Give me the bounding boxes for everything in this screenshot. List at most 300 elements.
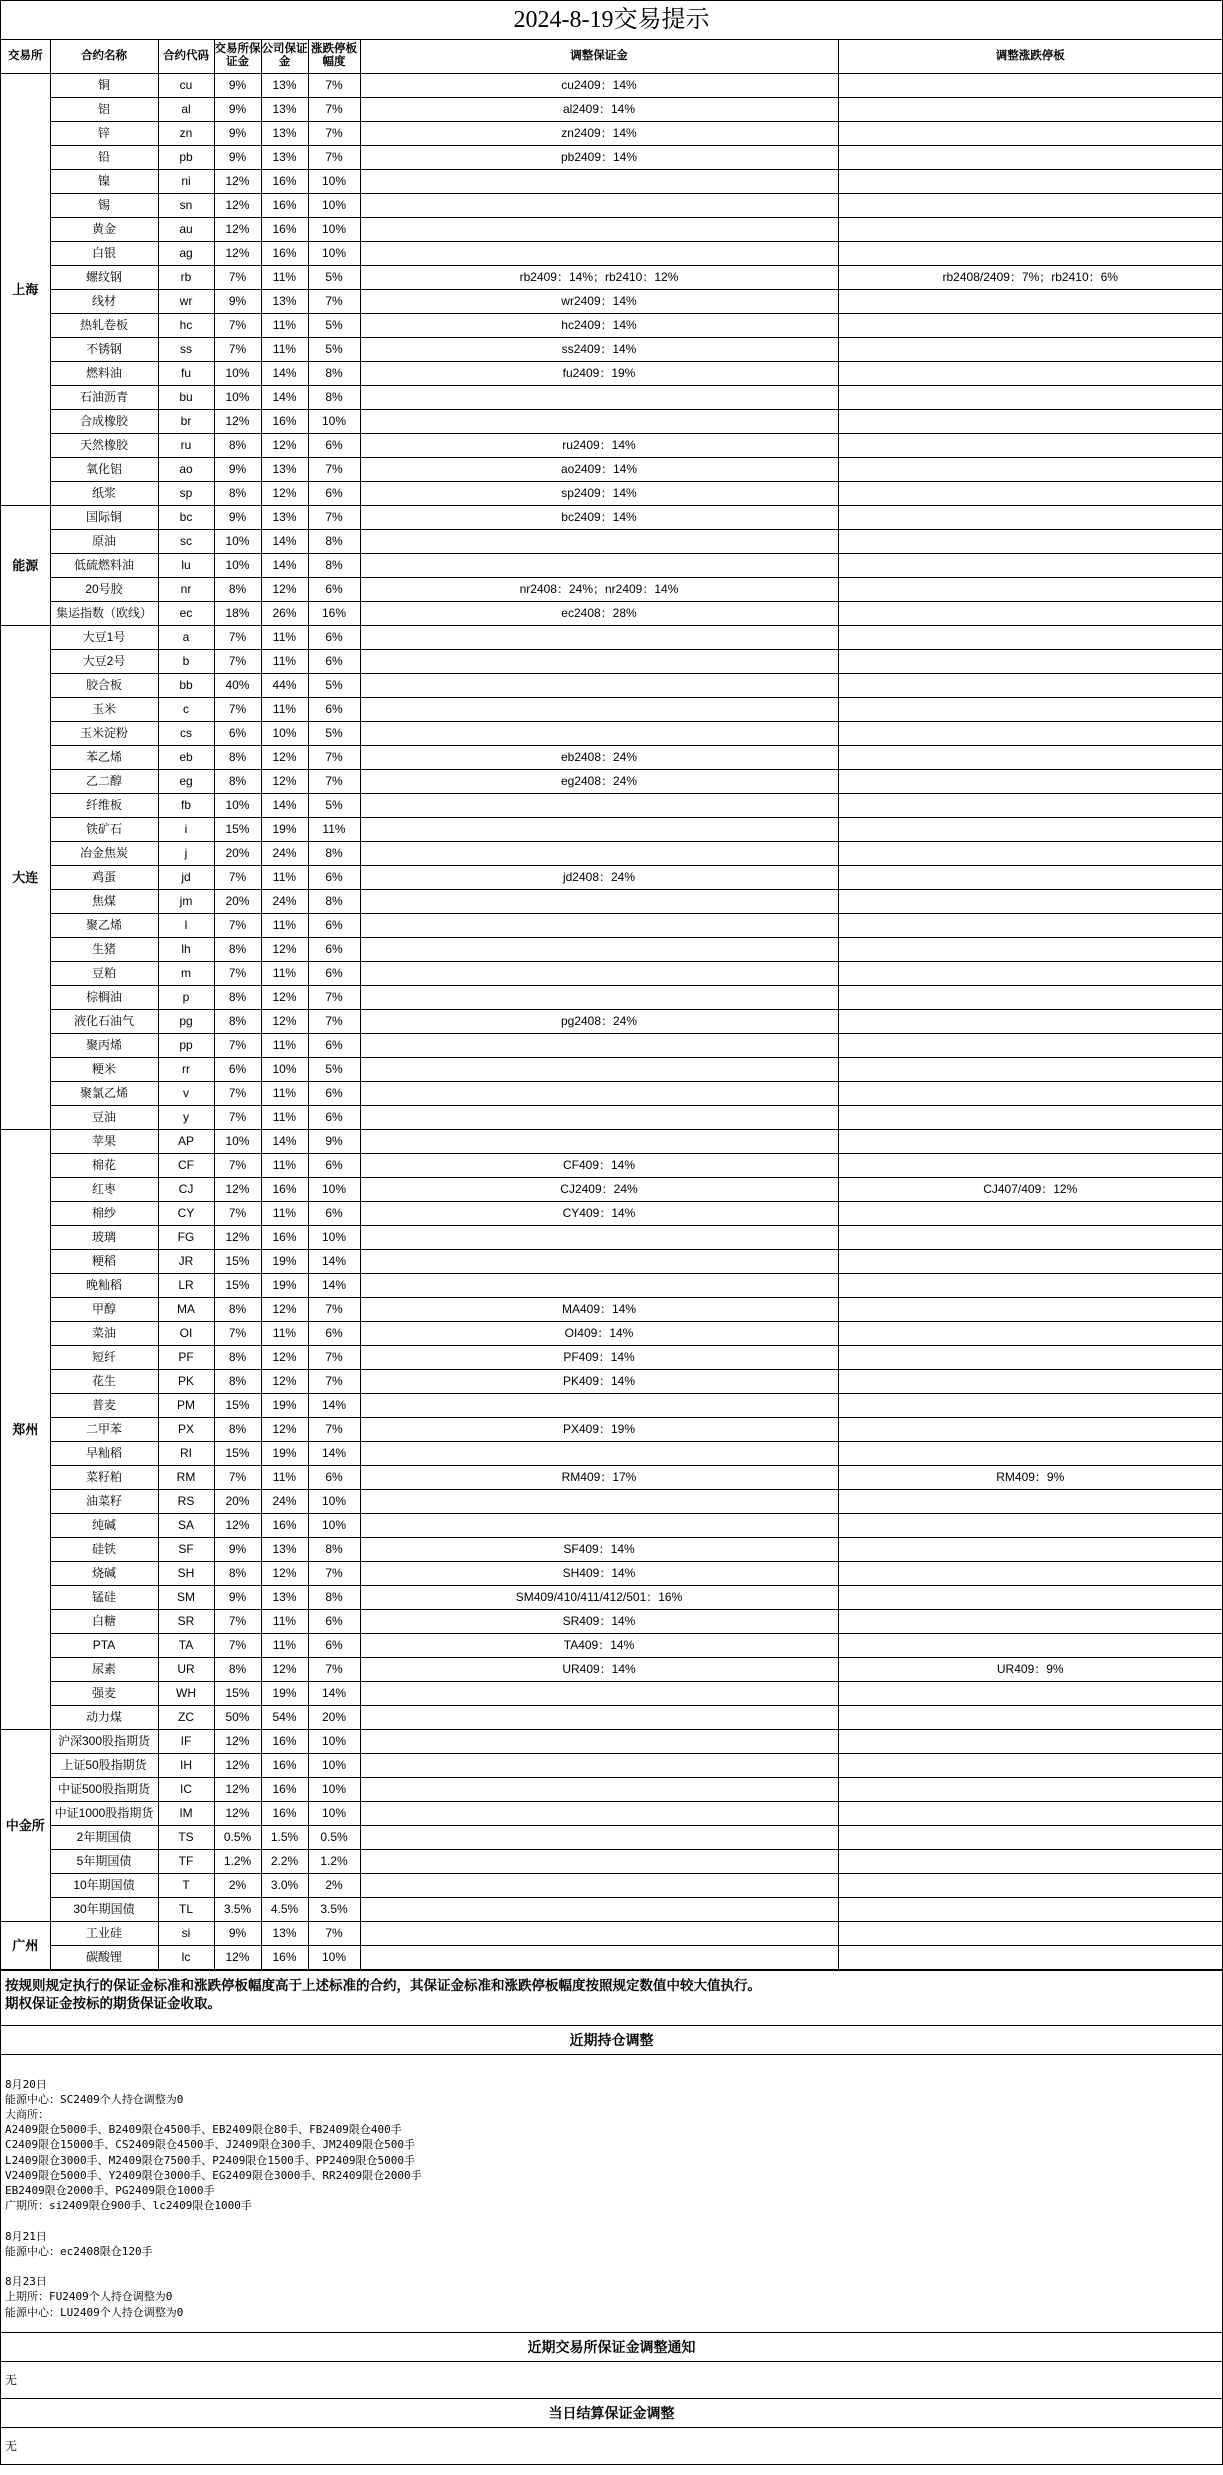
contract-name: 烧碱 — [50, 1561, 158, 1585]
limit-range: 10% — [308, 1753, 360, 1777]
contract-name: 棉纱 — [50, 1201, 158, 1225]
adjusted-limit — [838, 1705, 1222, 1729]
adjusted-limit: CJ407/409：12% — [838, 1177, 1222, 1201]
company-margin: 26% — [261, 601, 308, 625]
company-margin: 12% — [261, 1009, 308, 1033]
table-row — [1, 1297, 1222, 1321]
limit-range: 5% — [308, 793, 360, 817]
table-row — [1, 1105, 1222, 1129]
contract-code: sn — [158, 193, 214, 217]
contract-code: eg — [158, 769, 214, 793]
limit-range: 6% — [308, 1081, 360, 1105]
adjusted-margin: wr2409：14% — [360, 289, 838, 313]
company-margin: 19% — [261, 1393, 308, 1417]
contract-code: MA — [158, 1297, 214, 1321]
contract-name: 集运指数（欧线） — [50, 601, 158, 625]
limit-range: 10% — [308, 1489, 360, 1513]
company-margin: 12% — [261, 1297, 308, 1321]
table-row — [1, 745, 1222, 769]
adjusted-margin — [360, 241, 838, 265]
limit-range: 5% — [308, 265, 360, 289]
exchange-name: 上海 — [1, 73, 50, 505]
company-margin: 12% — [261, 481, 308, 505]
adjusted-limit — [838, 1369, 1222, 1393]
exchange-margin: 6% — [214, 721, 261, 745]
company-margin: 11% — [261, 1153, 308, 1177]
limit-range: 6% — [308, 1633, 360, 1657]
company-margin: 10% — [261, 721, 308, 745]
contract-name: 合成橡胶 — [50, 409, 158, 433]
contract-name: 碳酸锂 — [50, 1945, 158, 1969]
adjusted-limit — [838, 1321, 1222, 1345]
limit-range: 10% — [308, 1777, 360, 1801]
limit-range: 10% — [308, 1177, 360, 1201]
adjusted-limit — [838, 1801, 1222, 1825]
contract-code: cs — [158, 721, 214, 745]
exchange-margin: 12% — [214, 193, 261, 217]
contract-name: 中证1000股指期货 — [50, 1801, 158, 1825]
limit-range: 10% — [308, 193, 360, 217]
adjusted-margin: RM409：17% — [360, 1465, 838, 1489]
contract-code: SM — [158, 1585, 214, 1609]
company-margin: 16% — [261, 169, 308, 193]
limit-range: 11% — [308, 817, 360, 841]
contract-code: SA — [158, 1513, 214, 1537]
adjusted-margin — [360, 1489, 838, 1513]
exchange-margin: 8% — [214, 1369, 261, 1393]
contract-name: 铜 — [50, 73, 158, 97]
contract-name: 油菜籽 — [50, 1489, 158, 1513]
exchange-margin: 15% — [214, 1393, 261, 1417]
table-row — [1, 481, 1222, 505]
exchange-margin: 20% — [214, 1489, 261, 1513]
company-margin: 11% — [261, 961, 308, 985]
contract-name: 铅 — [50, 145, 158, 169]
limit-range: 7% — [308, 505, 360, 529]
company-margin: 11% — [261, 1321, 308, 1345]
contract-name: 天然橡胶 — [50, 433, 158, 457]
exchange-margin: 18% — [214, 601, 261, 625]
company-margin: 14% — [261, 385, 308, 409]
contract-name: 硅铁 — [50, 1537, 158, 1561]
limit-range: 8% — [308, 553, 360, 577]
exchange-margin: 7% — [214, 649, 261, 673]
company-margin: 11% — [261, 337, 308, 361]
adjusted-margin: CF409：14% — [360, 1153, 838, 1177]
contract-name: 白银 — [50, 241, 158, 265]
company-margin: 13% — [261, 505, 308, 529]
adjusted-margin — [360, 1441, 838, 1465]
table-row — [1, 961, 1222, 985]
column-header: 公司保证金 — [261, 40, 308, 73]
limit-range: 7% — [308, 769, 360, 793]
adjusted-limit — [838, 1417, 1222, 1441]
position-adjust-line: 上期所：FU2409个人持仓调整为0 — [5, 2290, 173, 2304]
contract-name: 聚乙烯 — [50, 913, 158, 937]
company-margin: 19% — [261, 1441, 308, 1465]
contract-name: 沪深300股指期货 — [50, 1729, 158, 1753]
exchange-margin: 10% — [214, 1129, 261, 1153]
company-margin: 16% — [261, 1513, 308, 1537]
company-margin: 24% — [261, 1489, 308, 1513]
contract-code: ao — [158, 457, 214, 481]
limit-range: 6% — [308, 1201, 360, 1225]
contract-name: 螺纹钢 — [50, 265, 158, 289]
adjusted-limit — [838, 745, 1222, 769]
adjusted-limit — [838, 313, 1222, 337]
limit-range: 20% — [308, 1705, 360, 1729]
company-margin: 14% — [261, 553, 308, 577]
table-row — [1, 865, 1222, 889]
limit-range: 6% — [308, 961, 360, 985]
adjusted-margin — [360, 385, 838, 409]
adjusted-limit: UR409：9% — [838, 1657, 1222, 1681]
contract-code: ec — [158, 601, 214, 625]
adjusted-margin — [360, 169, 838, 193]
adjusted-limit — [838, 1345, 1222, 1369]
column-header: 交易所保证金 — [214, 40, 261, 73]
limit-range: 7% — [308, 121, 360, 145]
company-margin: 44% — [261, 673, 308, 697]
adjusted-margin — [360, 1249, 838, 1273]
adjusted-limit — [838, 1105, 1222, 1129]
table-row — [1, 1177, 1222, 1201]
adjusted-limit — [838, 145, 1222, 169]
adjusted-limit — [838, 1561, 1222, 1585]
column-header: 调整保证金 — [360, 40, 838, 73]
adjusted-margin: bc2409：14% — [360, 505, 838, 529]
contract-code: RM — [158, 1465, 214, 1489]
contract-code: y — [158, 1105, 214, 1129]
adjusted-limit — [838, 1825, 1222, 1849]
contract-code: LR — [158, 1273, 214, 1297]
exchange-margin: 12% — [214, 1753, 261, 1777]
adjusted-margin — [360, 193, 838, 217]
limit-range: 7% — [308, 745, 360, 769]
contract-name: 30年期国债 — [50, 1897, 158, 1921]
contract-name: 红枣 — [50, 1177, 158, 1201]
adjusted-margin — [360, 1057, 838, 1081]
adjusted-margin: SF409：14% — [360, 1537, 838, 1561]
company-margin: 19% — [261, 817, 308, 841]
adjusted-margin — [360, 1921, 838, 1945]
adjusted-limit — [838, 841, 1222, 865]
limit-range: 7% — [308, 457, 360, 481]
contract-code: JR — [158, 1249, 214, 1273]
table-row — [1, 1009, 1222, 1033]
table-row — [1, 1537, 1222, 1561]
limit-range: 7% — [308, 1561, 360, 1585]
exchange-margin: 12% — [214, 409, 261, 433]
rules-note-line: 按规则规定执行的保证金标准和涨跌停板幅度高于上述标准的合约，其保证金标准和涨跌停板幅度按照规定数值中较大值执行。 — [5, 1977, 761, 1993]
limit-range: 6% — [308, 577, 360, 601]
limit-range: 5% — [308, 721, 360, 745]
contract-code: au — [158, 217, 214, 241]
adjusted-margin — [360, 673, 838, 697]
exchange-margin: 12% — [214, 217, 261, 241]
adjusted-limit — [838, 1225, 1222, 1249]
table-row — [1, 601, 1222, 625]
table-row — [1, 337, 1222, 361]
table-row — [1, 841, 1222, 865]
table-row — [1, 1897, 1222, 1921]
table-row — [1, 1033, 1222, 1057]
limit-range: 5% — [308, 1057, 360, 1081]
company-margin: 13% — [261, 457, 308, 481]
contract-code: T — [158, 1873, 214, 1897]
limit-range: 10% — [308, 1801, 360, 1825]
table-row — [1, 409, 1222, 433]
adjusted-margin — [360, 697, 838, 721]
limit-range: 16% — [308, 601, 360, 625]
contract-code: CJ — [158, 1177, 214, 1201]
adjusted-limit — [838, 289, 1222, 313]
limit-range: 8% — [308, 529, 360, 553]
contract-code: bu — [158, 385, 214, 409]
adjusted-limit: rb2408/2409：7%；rb2410：6% — [838, 265, 1222, 289]
contract-name: 国际铜 — [50, 505, 158, 529]
table-row — [1, 1777, 1222, 1801]
contract-name: 石油沥青 — [50, 385, 158, 409]
contract-code: lu — [158, 553, 214, 577]
contract-name: 铝 — [50, 97, 158, 121]
contract-code: b — [158, 649, 214, 673]
adjusted-limit — [838, 601, 1222, 625]
contract-code: IF — [158, 1729, 214, 1753]
contract-name: 白糖 — [50, 1609, 158, 1633]
exchange-margin: 9% — [214, 289, 261, 313]
table-row — [1, 1609, 1222, 1633]
contract-code: UR — [158, 1657, 214, 1681]
adjusted-limit — [838, 1273, 1222, 1297]
limit-range: 6% — [308, 697, 360, 721]
contract-name: PTA — [50, 1633, 158, 1657]
table-row — [1, 673, 1222, 697]
adjusted-margin: pb2409：14% — [360, 145, 838, 169]
contract-name: 花生 — [50, 1369, 158, 1393]
exchange-margin: 8% — [214, 745, 261, 769]
company-margin: 16% — [261, 1225, 308, 1249]
adjusted-limit — [838, 1057, 1222, 1081]
contract-code: jm — [158, 889, 214, 913]
position-adjust-line: 大商所： — [5, 2107, 49, 2121]
contract-name: 氧化铝 — [50, 457, 158, 481]
column-header: 合约代码 — [158, 40, 214, 73]
company-margin: 11% — [261, 1465, 308, 1489]
contract-code: p — [158, 985, 214, 1009]
exchange-name: 中金所 — [1, 1729, 50, 1921]
table-row — [1, 1633, 1222, 1657]
limit-range: 10% — [308, 1729, 360, 1753]
exchange-margin: 15% — [214, 817, 261, 841]
contract-code: sc — [158, 529, 214, 553]
limit-range: 6% — [308, 913, 360, 937]
table-row — [1, 769, 1222, 793]
table-row — [1, 1849, 1222, 1873]
table-row — [1, 1129, 1222, 1153]
company-margin: 12% — [261, 1657, 308, 1681]
limit-range: 5% — [308, 337, 360, 361]
adjusted-limit — [838, 361, 1222, 385]
table-row — [1, 97, 1222, 121]
company-margin: 12% — [261, 769, 308, 793]
contract-code: fu — [158, 361, 214, 385]
adjusted-limit — [838, 193, 1222, 217]
adjusted-margin — [360, 529, 838, 553]
position-adjust-line — [5, 2259, 1218, 2274]
exchange-margin: 15% — [214, 1249, 261, 1273]
exchange-margin: 12% — [214, 1177, 261, 1201]
adjusted-margin: sp2409：14% — [360, 481, 838, 505]
contract-code: rb — [158, 265, 214, 289]
adjusted-limit — [838, 913, 1222, 937]
company-margin: 13% — [261, 289, 308, 313]
adjusted-margin: al2409：14% — [360, 97, 838, 121]
limit-range: 10% — [308, 241, 360, 265]
contract-name: 10年期国债 — [50, 1873, 158, 1897]
adjusted-limit — [838, 1921, 1222, 1945]
table-row — [1, 505, 1222, 529]
adjusted-margin: eg2408：24% — [360, 769, 838, 793]
limit-range: 3.5% — [308, 1897, 360, 1921]
contract-code: ni — [158, 169, 214, 193]
contract-name: 短纤 — [50, 1345, 158, 1369]
adjusted-limit — [838, 73, 1222, 97]
contract-name: 生猪 — [50, 937, 158, 961]
company-margin: 19% — [261, 1273, 308, 1297]
exchange-margin: 8% — [214, 1657, 261, 1681]
contract-name: 豆油 — [50, 1105, 158, 1129]
exchange-margin: 1.2% — [214, 1849, 261, 1873]
table-row — [1, 721, 1222, 745]
contract-code: i — [158, 817, 214, 841]
table-row — [1, 1393, 1222, 1417]
contract-name: 棉花 — [50, 1153, 158, 1177]
table-row — [1, 145, 1222, 169]
column-header: 合约名称 — [50, 40, 158, 73]
adjusted-margin: rb2409：14%；rb2410：12% — [360, 265, 838, 289]
position-adjust-line — [5, 2213, 1218, 2228]
contract-code: SF — [158, 1537, 214, 1561]
contract-name: 锡 — [50, 193, 158, 217]
contract-name: 液化石油气 — [50, 1009, 158, 1033]
company-margin: 13% — [261, 1537, 308, 1561]
contract-code: PM — [158, 1393, 214, 1417]
table-row — [1, 361, 1222, 385]
table-row — [1, 1489, 1222, 1513]
company-margin: 12% — [261, 1561, 308, 1585]
contract-code: ZC — [158, 1705, 214, 1729]
adjusted-margin: UR409：14% — [360, 1657, 838, 1681]
adjusted-limit — [838, 385, 1222, 409]
limit-range: 8% — [308, 841, 360, 865]
limit-range: 6% — [308, 1153, 360, 1177]
adjusted-margin — [360, 937, 838, 961]
table-row — [1, 1513, 1222, 1537]
contract-code: rr — [158, 1057, 214, 1081]
company-margin: 16% — [261, 1801, 308, 1825]
adjusted-margin — [360, 817, 838, 841]
contract-name: 铁矿石 — [50, 817, 158, 841]
contract-code: pp — [158, 1033, 214, 1057]
exchange-name: 大连 — [1, 625, 50, 1129]
adjusted-limit — [838, 505, 1222, 529]
contract-name: 锰硅 — [50, 1585, 158, 1609]
company-margin: 16% — [261, 1177, 308, 1201]
table-row — [1, 1369, 1222, 1393]
limit-range: 5% — [308, 673, 360, 697]
position-adjust-line: EB2409限仓2000手、PG2409限仓1000手 — [5, 2183, 215, 2197]
adjusted-limit — [838, 817, 1222, 841]
limit-range: 9% — [308, 1129, 360, 1153]
adjusted-margin — [360, 841, 838, 865]
contract-name: 动力煤 — [50, 1705, 158, 1729]
adjusted-margin — [360, 889, 838, 913]
adjusted-limit — [838, 337, 1222, 361]
adjusted-limit — [838, 865, 1222, 889]
adjusted-margin — [360, 553, 838, 577]
table-row — [1, 1585, 1222, 1609]
exchange-margin: 7% — [214, 697, 261, 721]
contract-name: 锌 — [50, 121, 158, 145]
contract-name: 不锈钢 — [50, 337, 158, 361]
position-adjust-title: 近期持仓调整 — [1, 2025, 1222, 2054]
exchange-notice-title: 近期交易所保证金调整通知 — [1, 2332, 1222, 2361]
exchange-margin: 7% — [214, 1201, 261, 1225]
limit-range: 7% — [308, 1657, 360, 1681]
adjusted-limit — [838, 121, 1222, 145]
contract-code: hc — [158, 313, 214, 337]
exchange-margin: 9% — [214, 1921, 261, 1945]
adjusted-margin: zn2409：14% — [360, 121, 838, 145]
company-margin: 11% — [261, 697, 308, 721]
adjusted-margin — [360, 1945, 838, 1969]
table-row — [1, 817, 1222, 841]
exchange-name: 广州 — [1, 1921, 50, 1969]
adjusted-limit — [838, 553, 1222, 577]
exchange-margin: 12% — [214, 169, 261, 193]
contract-name: 菜籽粕 — [50, 1465, 158, 1489]
limit-range: 8% — [308, 361, 360, 385]
adjusted-margin: eb2408：24% — [360, 745, 838, 769]
contract-code: TA — [158, 1633, 214, 1657]
company-margin: 19% — [261, 1249, 308, 1273]
company-margin: 2.2% — [261, 1849, 308, 1873]
contract-name: 5年期国债 — [50, 1849, 158, 1873]
adjusted-margin: ao2409：14% — [360, 457, 838, 481]
adjusted-limit — [838, 985, 1222, 1009]
adjusted-margin — [360, 1513, 838, 1537]
exchange-margin: 8% — [214, 481, 261, 505]
limit-range: 6% — [308, 481, 360, 505]
column-header: 调整涨跌停板 — [838, 40, 1222, 73]
adjusted-limit — [838, 217, 1222, 241]
exchange-margin: 7% — [214, 1609, 261, 1633]
exchange-margin: 20% — [214, 889, 261, 913]
contract-name: 粳米 — [50, 1057, 158, 1081]
table-row — [1, 985, 1222, 1009]
contract-code: bb — [158, 673, 214, 697]
company-margin: 11% — [261, 865, 308, 889]
adjusted-margin: CJ2409：24% — [360, 1177, 838, 1201]
company-margin: 14% — [261, 529, 308, 553]
contract-name: 聚氯乙烯 — [50, 1081, 158, 1105]
adjusted-margin: MA409：14% — [360, 1297, 838, 1321]
contract-name: 线材 — [50, 289, 158, 313]
column-header: 涨跌停板幅度 — [308, 40, 360, 73]
position-adjust-body — [1, 2054, 1222, 2332]
contract-name: 玻璃 — [50, 1225, 158, 1249]
